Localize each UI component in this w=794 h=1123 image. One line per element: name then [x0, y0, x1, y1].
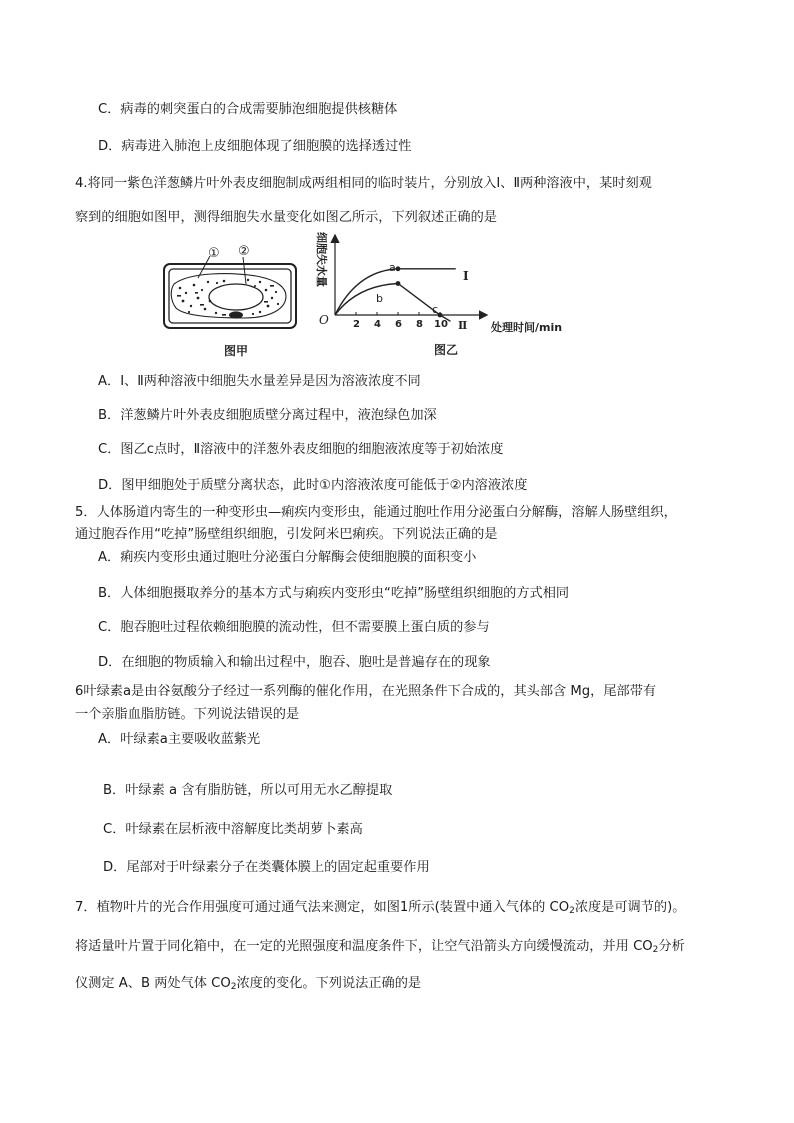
x-tick-label: 4 [374, 319, 381, 330]
x-tick-label: 2 [353, 319, 360, 330]
point-a-label: a [389, 261, 396, 274]
nucleus [229, 311, 243, 318]
q6-stem-line1: 6叶绿素a是由谷氨酸分子经过一系列酶的催化作用，在光照条件下合成的，其头部含 Mg，尾部带有 [75, 684, 657, 699]
q7-stem-line2: 将适量叶片置于同化箱中，在一定的光照强度和温度条件下，让空气沿箭头方向缓慢流动，并用 $CO_2$分析 [75, 939, 685, 955]
figure-jia-label: 图甲 [224, 344, 249, 358]
x-tick-label: 10 [434, 319, 448, 330]
q7-stem-line3: 仪测定 A、B 两处气体 $CO_2$浓度的变化。下列说法正确的是 [75, 976, 422, 992]
q7-stem-line1: 7．植物叶片的光合作用强度可通过通气法来测定，如图1所示(装置中通入气体的 $CO_2$浓度是可调节的)。 [75, 900, 686, 916]
x-tick-label: 8 [416, 319, 423, 330]
figure-jia [160, 238, 300, 358]
q6-option-d: D．尾部对于叶绿素分子在类囊体膜上的固定起重要作用 [103, 860, 430, 875]
q5-option-c: C．胞吞胞吐过程依赖细胞膜的流动性，但不需要膜上蛋白质的参与 [98, 620, 490, 635]
marker2-leader [243, 257, 246, 284]
x-axis-label: 处理时间/min [491, 321, 563, 334]
point-b-label: b [376, 292, 383, 305]
q6-stem-line2: 一个亲脂血脂肪链。下列说法错误的是 [75, 707, 300, 722]
vacuole [209, 284, 263, 310]
y-axis-label: 细胞失水量 [315, 232, 328, 287]
figure-yi [308, 230, 580, 358]
figure-yi-label: 图乙 [434, 343, 459, 357]
point-c-label: c [432, 303, 439, 316]
q4-option-b: B．洋葱鳞片叶外表皮细胞质壁分离过程中，液泡绿色加深 [98, 408, 437, 423]
q5-option-d: D．在细胞的物质输入和输出过程中，胞吞、胞吐是普遍存在的现象 [98, 655, 491, 670]
x-tick-label: 6 [395, 319, 402, 330]
q5-stem-line1: 5．人体肠道内寄生的一种变形虫—痢疾内变形虫，能通过胞吐作用分泌蛋白分解酶，溶解人肠壁组织， [75, 505, 677, 520]
q3-option-c: C．病毒的刺突蛋白的合成需要肺泡细胞提供核糖体 [98, 102, 398, 117]
q4-stem-line1: 4.将同一紫色洋葱鳞片叶外表皮细胞制成两组相同的临时装片，分别放入Ⅰ、Ⅱ两种溶液中，某时刻观 [75, 176, 652, 191]
curve-II-label: Ⅱ [458, 319, 468, 332]
marker1-label: ① [208, 246, 220, 261]
data-point [396, 281, 401, 286]
q4-option-a: A．Ⅰ、Ⅱ两种溶液中细胞失水量差异是因为溶液浓度不同 [98, 374, 421, 389]
q5-stem-line2: 通过胞吞作用“吃掉”肠壁组织细胞，引发阿米巴痢疾。下列说法正确的是 [75, 527, 498, 542]
data-point [438, 313, 443, 318]
q5-option-b: B．人体细胞摄取养分的基本方式与痢疾内变形虫“吃掉”肠壁组织细胞的方式相同 [98, 586, 570, 601]
q6-option-b: B．叶绿素 a 含有脂肪链，所以可用无水乙醇提取 [103, 783, 393, 798]
q6-option-a: A．叶绿素a主要吸收蓝紫光 [98, 732, 261, 747]
curve-I-label: Ⅰ [463, 269, 469, 283]
q3-option-d: D．病毒进入肺泡上皮细胞体现了细胞膜的选择透过性 [98, 139, 412, 154]
q4-option-c: C．图乙c点时，Ⅱ溶液中的洋葱外表皮细胞的细胞液浓度等于初始浓度 [98, 442, 504, 457]
marker2-label: ② [238, 244, 250, 259]
origin-label: O [319, 313, 329, 327]
q6-option-c: C．叶绿素在层析液中溶解度比类胡萝卜素高 [103, 822, 363, 837]
q4-option-d: D．图甲细胞处于质壁分离状态，此时①内溶液浓度可能低于②内溶液浓度 [98, 478, 528, 493]
q5-option-a: A．痢疾内变形虫通过胞吐分泌蛋白分解酶会使细胞膜的面积变小 [98, 550, 477, 565]
data-point [396, 266, 401, 271]
q4-stem-line2: 察到的细胞如图甲，测得细胞失水量变化如图乙所示，下列叙述正确的是 [75, 210, 497, 225]
